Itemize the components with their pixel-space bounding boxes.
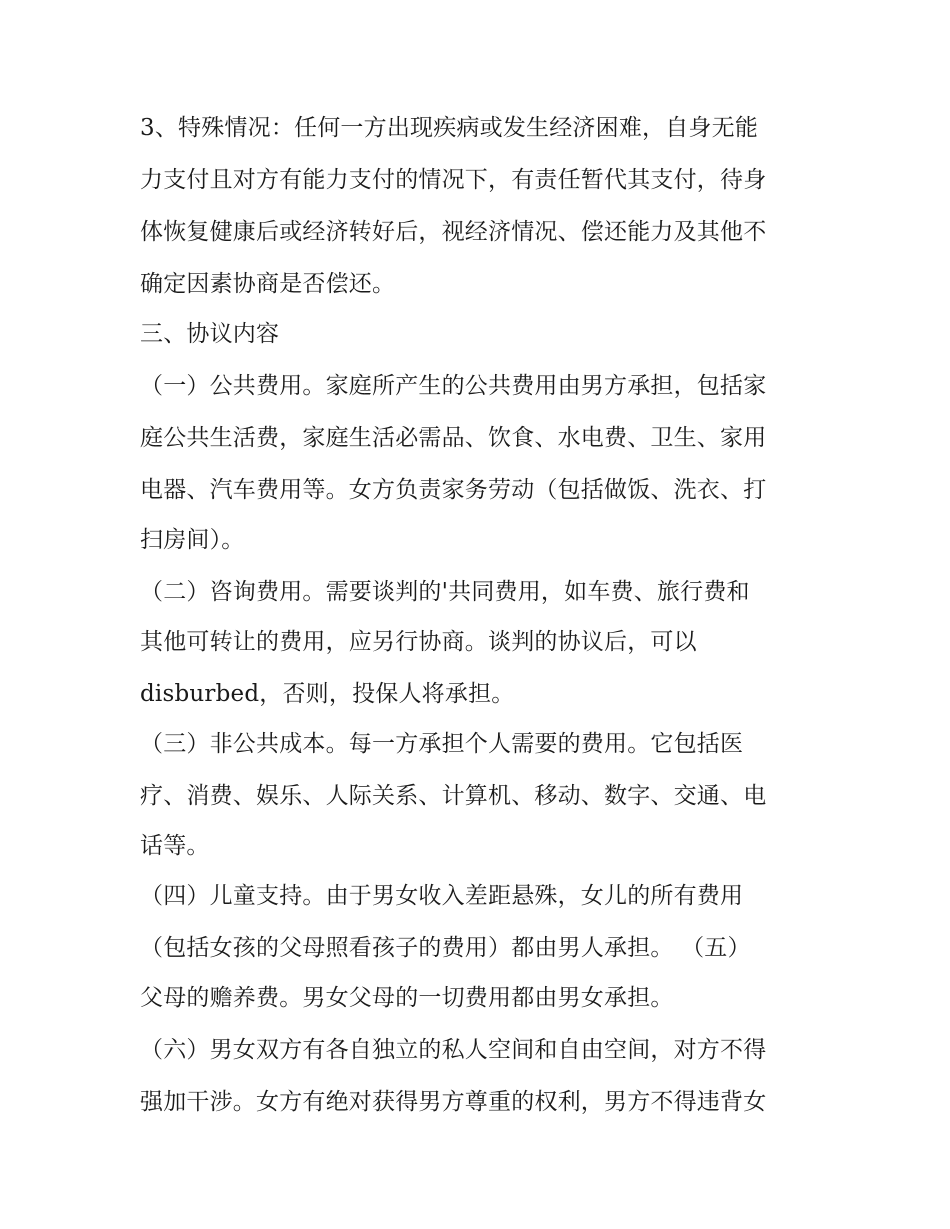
section-heading: 三、协议内容 — [140, 321, 280, 347]
text-line: （包括女孩的父母照看孩子的费用）都由男人承担。 （五） — [140, 935, 751, 961]
text-line: 疗、消费、娱乐、人际关系、计算机、移动、数字、交通、电 — [140, 783, 767, 809]
text-line: （二）咨询费用。需要谈判的'共同费用，如车费、旅行费和 — [140, 579, 750, 605]
text-line: （六）男女双方有各自独立的私人空间和自由空间，对方不得 — [140, 1037, 767, 1063]
text-line: 其他可转让的费用，应另行协商。谈判的协议后，可以 — [140, 629, 697, 655]
text-line: 电器、汽车费用等。女方负责家务劳动（包括做饭、洗衣、打 — [140, 477, 767, 503]
text-line: 扫房间）。 — [140, 527, 245, 553]
text-line: disburbed，否则，投保人将承担。 — [140, 681, 515, 707]
text-line: 父母的赡养费。男女父母的一切费用都由男女承担。 — [140, 985, 674, 1011]
text-line: 强加干涉。女方有绝对获得男方尊重的权利，男方不得违背女 — [140, 1089, 767, 1115]
text-line: （四）儿童支持。由于男女收入差距悬殊，女儿的所有费用 — [140, 883, 744, 909]
text-line: 体恢复健康后或经济转好后，视经济情况、偿还能力及其他不 — [140, 219, 767, 245]
text-line: （三）非公共成本。每一方承担个人需要的费用。它包括医 — [140, 731, 744, 757]
text-line: （一）公共费用。家庭所产生的公共费用由男方承担，包括家 — [140, 373, 767, 399]
text-line: 3、特殊情况：任何一方出现疾病或发生经济困难，自身无能 — [140, 115, 759, 141]
text-line: 力支付且对方有能力支付的情况下，有责任暂代其支付，待身 — [140, 167, 767, 193]
text-line: 庭公共生活费，家庭生活必需品、饮食、水电费、卫生、家用 — [140, 425, 767, 451]
text-line: 话等。 — [140, 833, 210, 859]
text-line: 确定因素协商是否偿还。 — [140, 271, 396, 297]
